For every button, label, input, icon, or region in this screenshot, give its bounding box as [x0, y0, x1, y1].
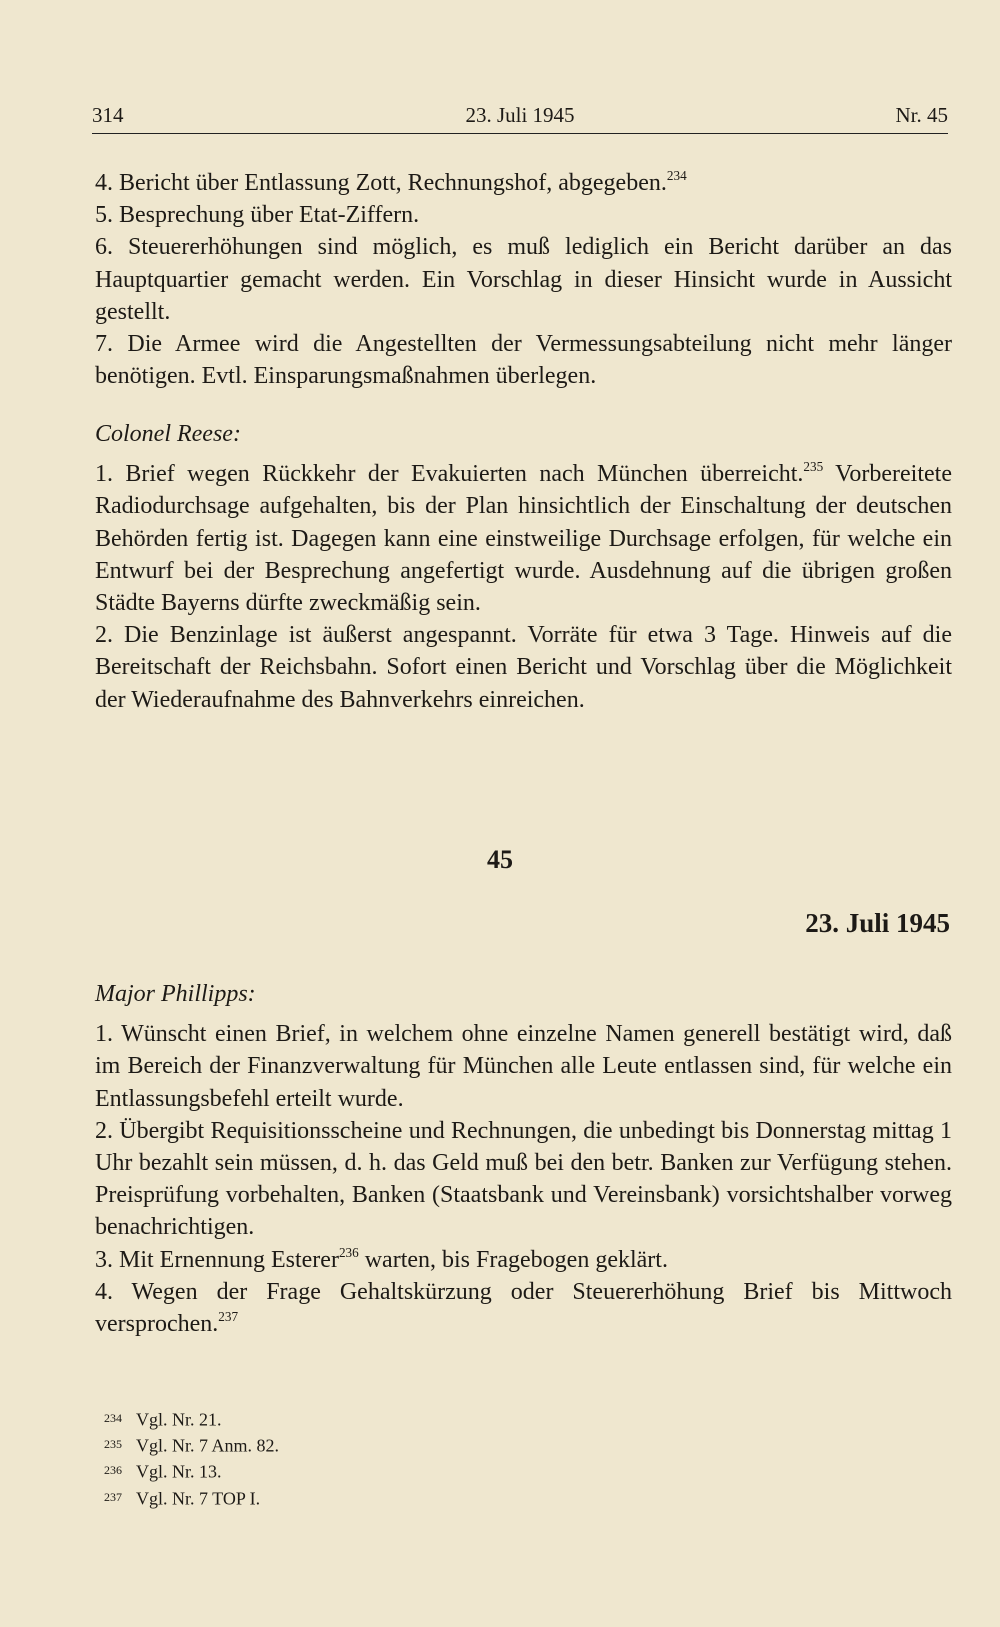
reese-item-2: 2. Die Benzinlage ist äußerst angespannt. Vorräte für etwa 3 Tage. Hinweis auf die Bereitschaft der Reichsbahn. Sofort einen Bericht und Vorschlag über die Möglichkeit der Wiederaufnahme des Bahnverkehrs einreichen.	[95, 622, 952, 713]
phillipps-item-3: 3. Mit Ernennung Esterer$^{236}$ warten, bis Fragebogen geklärt.	[95, 1244, 668, 1273]
page-number: 314	[92, 103, 124, 127]
footnote-ref: 236	[338, 1244, 359, 1260]
footnote-mark: 236	[104, 1463, 122, 1478]
footnote: 236 Vgl. Nr. 13.	[104, 1458, 279, 1484]
item-6: 6. Steuererhöhungen sind möglich, es muß lediglich ein Bericht darüber an das Hauptquartier gemacht werden. Ein Vorschlag in dieser Hinsicht wurde in Aussicht gestellt.	[95, 234, 952, 325]
footnotes	[104, 1406, 279, 1511]
footnote: 235 Vgl. Nr. 7 Anm. 82.	[104, 1432, 279, 1458]
item-4: 4. Bericht über Entlassung Zott, Rechnungshof, abgegeben.$^{234}$	[95, 168, 687, 196]
running-header	[92, 103, 948, 131]
phillipps-item-4: 4. Wegen der Frage Gehaltskürzung oder Steuererhöhung Brief bis Mittwoch versprochen.$^{237}$	[95, 1278, 952, 1338]
speaker-colonel-reese: Colonel Reese:	[95, 421, 241, 447]
footnote-mark: 235	[104, 1437, 122, 1452]
footnote-ref: 237	[218, 1309, 239, 1325]
item-7: 7. Die Armee wird die Angestellten der Vermessungsabteilung nicht mehr länger benötigen. Evtl. Einsparungsmaßnahmen überlegen.	[95, 331, 952, 390]
reese-item-1: 1. Brief wegen Rückkehr der Evakuierten nach München überreicht.$^{235}$ Vorbereitete Radiodurchsage aufgehalten, bis der Plan hinsichtlich der Einschaltung der deutschen Behörden fertig ist. Dagegen kann eine einstweilige Durchsage erfolgen, für welche ein Entwurf bei der Besprechung angefertigt wurde. Ausdehnung auf die übrigen großen Städte Bayerns dürfte zweckmäßig sein.	[95, 459, 952, 617]
document-number: 45	[487, 845, 513, 874]
section-a	[95, 167, 952, 392]
footnote: 237 Vgl. Nr. 7 TOP I.	[104, 1485, 279, 1511]
footnote-mark: 237	[104, 1489, 122, 1504]
phillipps-item-1: 1. Wünscht einen Brief, in welchem ohne einzelne Namen generell bestätigt wird, daß im Bereich der Finanzverwaltung für München alle Leute entlassen sind, für welche ein Entlassungsbefehl erteilt wurde.	[95, 1021, 952, 1112]
section-c	[95, 978, 952, 1340]
phillipps-item-2: 2. Übergibt Requisitionsscheine und Rechnungen, die unbedingt bis Donnerstag mittag 1 Uhr bezahlt sein müssen, d. h. das Geld muß bei den betr. Banken zur Verfügung stehen. Preisprüfung vorbehalten, Banken (Staatsbank und Vereinsbank) vorsichtshalber vorweg benachrichtigen.	[95, 1117, 952, 1241]
document-date: 23. Juli 1945	[805, 908, 950, 938]
header-rule	[92, 133, 948, 134]
speaker-major-phillipps: Major Phillipps:	[95, 981, 256, 1007]
item-5: 5. Besprechung über Etat-Ziffern.	[95, 202, 420, 229]
header-doc-number: Nr. 45	[895, 103, 948, 127]
footnote-mark: 234	[104, 1411, 122, 1425]
header-date: 23. Juli 1945	[465, 103, 575, 127]
footnote-ref: 235	[803, 459, 824, 475]
footnote: 234 Vgl. Nr. 21.	[104, 1406, 279, 1432]
section-b	[95, 418, 952, 716]
footnote-ref: 234	[666, 168, 687, 184]
